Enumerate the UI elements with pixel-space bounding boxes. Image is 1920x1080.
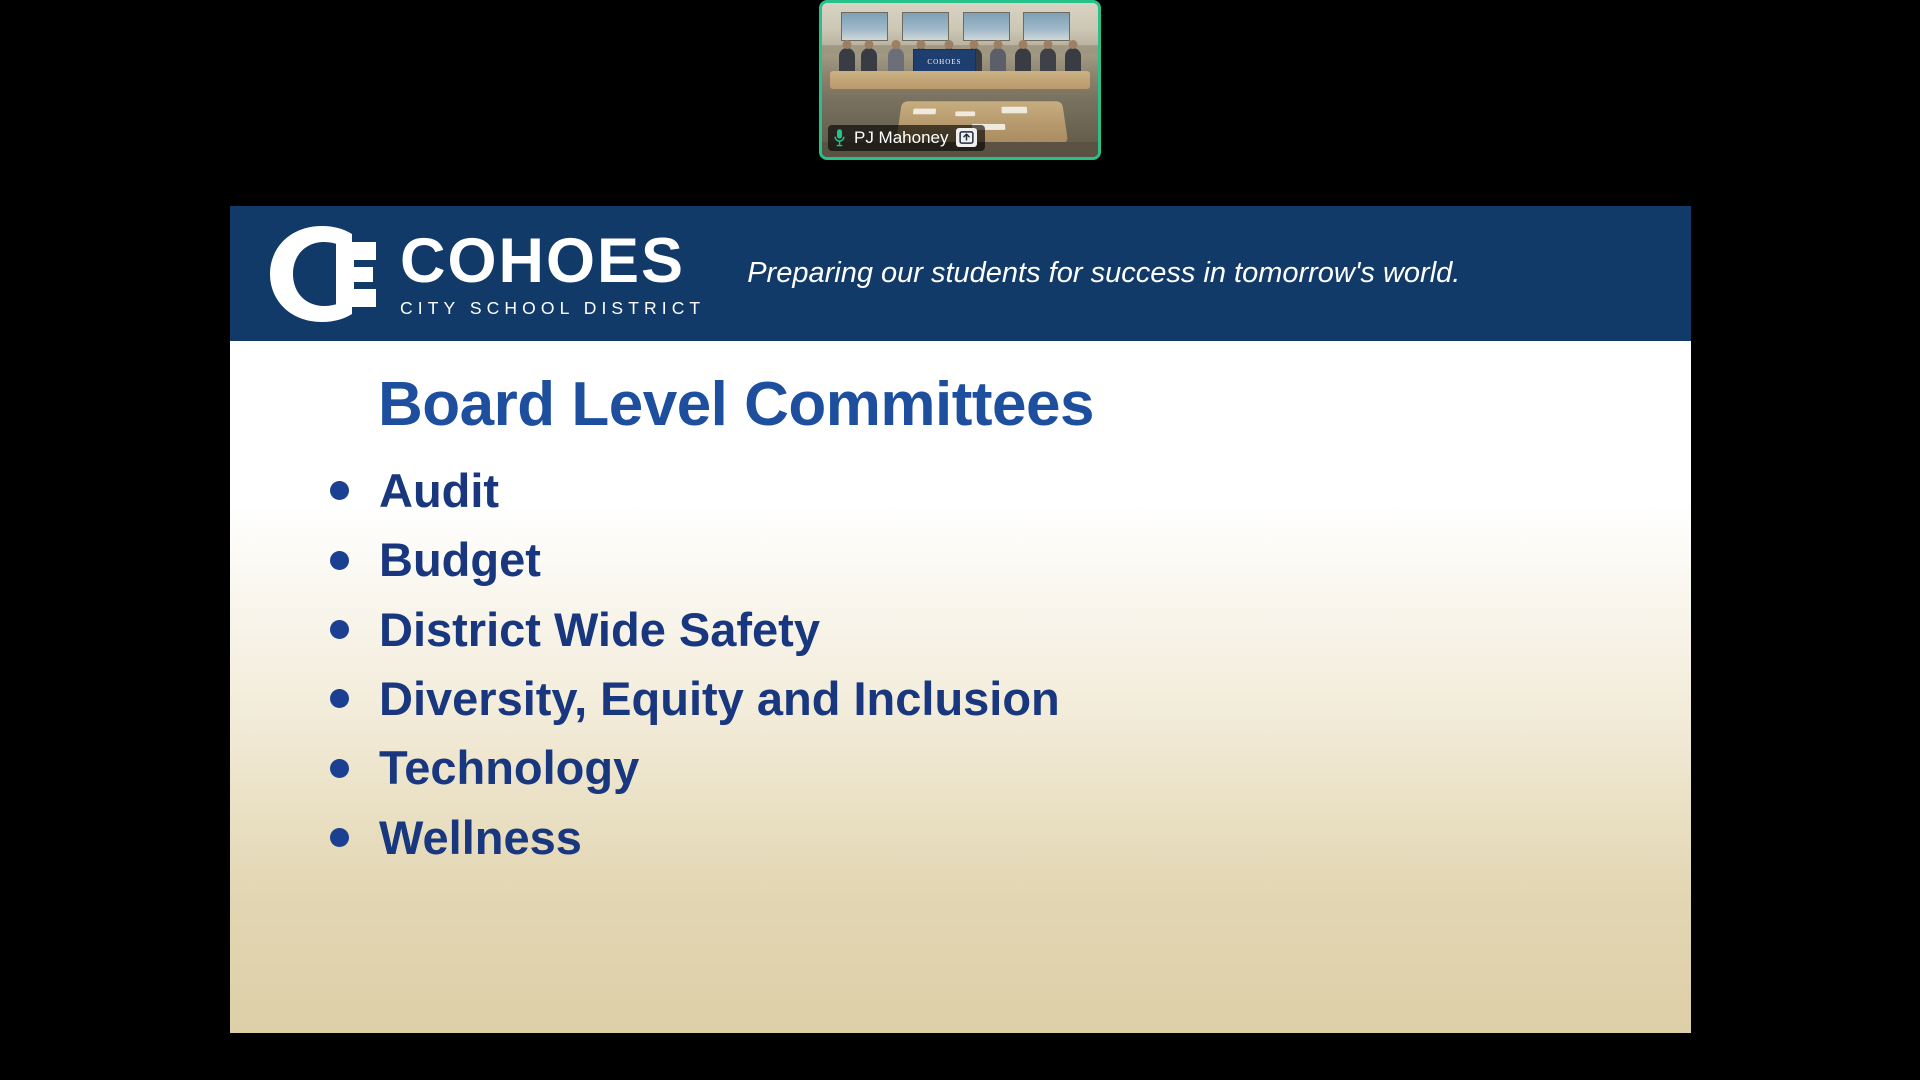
participant-nameplate — [828, 125, 985, 151]
participant-video-tile[interactable] — [819, 0, 1101, 160]
committee-name: Budget — [379, 533, 541, 587]
committee-name: Diversity, Equity and Inclusion — [379, 672, 1060, 726]
list-item — [330, 533, 1691, 587]
committee-name: Wellness — [379, 810, 582, 864]
conference-table-back — [830, 71, 1089, 89]
podium-banner-text: COHOES — [927, 57, 962, 66]
list-item — [330, 672, 1691, 726]
microphone-icon — [832, 128, 847, 148]
district-tagline: Preparing our students for success in tomorrow's world. — [747, 257, 1461, 289]
participant-name: PJ Mahoney — [854, 127, 949, 147]
committee-name: Audit — [379, 464, 500, 517]
district-logo — [264, 220, 705, 328]
committee-name: District Wide Safety — [379, 602, 820, 656]
committee-name: Technology — [379, 741, 640, 795]
bullet-dot-icon — [330, 759, 349, 778]
list-item — [330, 466, 1691, 515]
bullet-dot-icon — [330, 481, 349, 500]
slide-title: Board Level Committees — [378, 370, 1094, 439]
list-item — [330, 741, 1691, 795]
bullet-dot-icon — [330, 828, 349, 847]
slide-header — [230, 206, 1691, 341]
screen-share-icon[interactable] — [956, 128, 977, 147]
shared-slide — [230, 206, 1691, 1033]
list-item — [330, 810, 1691, 864]
bullet-dot-icon — [330, 620, 349, 639]
list-item — [330, 602, 1691, 656]
bullet-dot-icon — [330, 689, 349, 708]
committee-list — [230, 466, 1691, 862]
bullet-dot-icon — [330, 551, 349, 570]
district-name: COHOES — [400, 225, 686, 296]
cohoes-c-logo-icon — [264, 220, 384, 328]
district-subtitle: CITY SCHOOL DISTRICT — [400, 297, 706, 318]
